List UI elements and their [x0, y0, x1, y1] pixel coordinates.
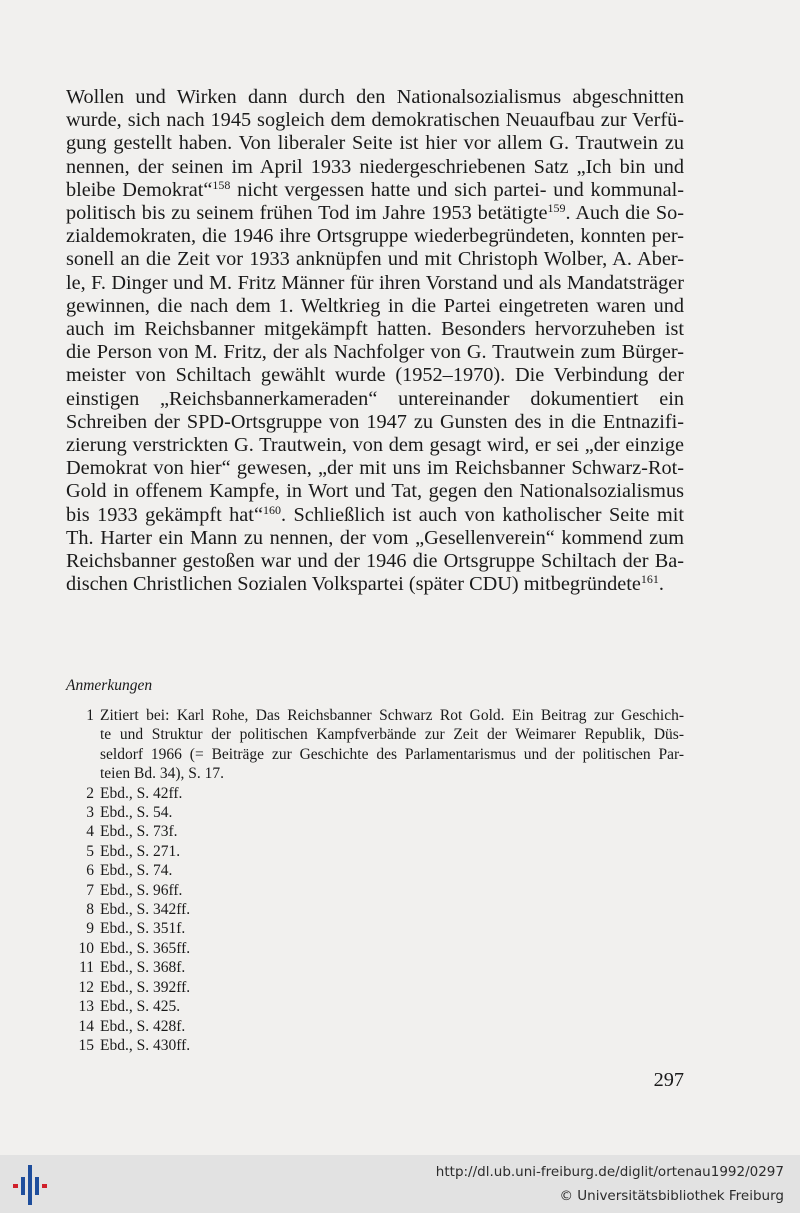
body-line-text: zierung verstrickten G. Trautwein, von dem gesagt wird, er sei „der einzige [66, 434, 684, 457]
body-line-text: Schreiben der SPD-Ortsgruppe von 1947 zu Gunsten des in die Entnazifi- [66, 410, 684, 433]
body-line-text: dischen Christlichen Sozialen Volkspartei (später CDU) mitbegründete [66, 573, 641, 596]
note-number: 15 [78, 1036, 94, 1054]
notes-list [66, 706, 684, 1055]
note-number: 1 [86, 707, 94, 724]
notes-heading: Anmerkungen [66, 677, 153, 694]
body-line [66, 388, 684, 411]
note-text: Ebd., S. 351f. [100, 920, 186, 938]
note-item [66, 939, 684, 958]
footer-copyright: © Universitätsbibliothek Freiburg [559, 1188, 784, 1204]
body-line [66, 318, 684, 341]
footnote-marker: 159 [547, 201, 566, 216]
note-text: Ebd., S. 54. [100, 804, 173, 822]
body-line-text: nennen, der seinen im April 1933 niedergeschriebenen Satz „Ich bin und [66, 155, 684, 178]
note-item [66, 958, 684, 977]
body-line [66, 248, 684, 271]
body-line-text: zialdemokraten, die 1946 ihre Ortsgruppe wiederbegründeten, konnten per- [66, 225, 684, 248]
note-number: 4 [86, 823, 94, 841]
body-line-text: Th. Harter ein Mann zu nennen, der vom „Gesellenverein“ kommend zum [66, 526, 684, 549]
note-text: seldorf 1966 (= Beiträge zur Geschichte des Parlamentarismus und der politischen Par- [100, 745, 684, 763]
note-number: 6 [86, 862, 94, 880]
note-text: te und Struktur der politischen Kampfverbände zur Zeit der Weimarer Republik, Düs- [100, 726, 684, 744]
note-number: 3 [86, 804, 94, 822]
note-text: teien Bd. 34), S. 17. [100, 765, 224, 783]
note-number: 2 [86, 784, 94, 802]
note-text: Ebd., S. 74. [100, 862, 173, 880]
note-text: Ebd., S. 428f. [100, 1017, 186, 1035]
note-item [66, 919, 684, 938]
body-line-text: bleibe Demokrat“ [66, 178, 213, 201]
body-line-text: Demokrat von hier“ gewesen, „der mit uns im Reichsbanner Schwarz-Rot- [66, 457, 684, 480]
footer-bar [0, 1155, 800, 1213]
footer-url[interactable]: http://dl.ub.uni-freiburg.de/diglit/ortenau1992/0297 [435, 1164, 784, 1180]
body-line-text: le, F. Dinger und M. Fritz Männer für ihren Vorstand und als Mandatsträger [66, 271, 684, 294]
body-line [66, 550, 684, 573]
body-line [66, 573, 684, 596]
body-line-text: auch im Reichsbanner mitgekämpft hatten. Besonders hervorzuheben ist [66, 318, 684, 341]
body-line [66, 295, 684, 318]
note-text: Ebd., S. 425. [100, 998, 181, 1016]
body-line [66, 202, 684, 225]
note-number: 11 [79, 959, 94, 977]
note-item [66, 822, 684, 841]
note-item [66, 997, 684, 1016]
body-line-text: gewinnen, die nach dem 1. Weltkrieg in die Partei eingetreten waren und [66, 294, 684, 317]
note-item [66, 978, 684, 997]
body-line [66, 480, 684, 503]
body-line [66, 527, 684, 550]
body-line [66, 434, 684, 457]
body-line [66, 156, 684, 179]
body-line-text: Reichsbanner gestoßen war und der 1946 die Ortsgruppe Schiltach der Ba- [66, 550, 684, 573]
body-line [66, 179, 684, 202]
note-number: 8 [86, 901, 94, 919]
footnote-marker: 161 [640, 572, 659, 587]
body-line-text: . Schließlich ist auch von katholischer Seite mit [280, 503, 684, 526]
body-line [66, 109, 684, 132]
note-item [66, 900, 684, 919]
note-item [66, 861, 684, 880]
note-item [66, 706, 684, 784]
body-line-text: gung gestellt haben. Von liberaler Seite ist hier vor allem G. Trautwein zu [66, 132, 684, 155]
body-line [66, 341, 684, 364]
note-text: Ebd., S. 368f. [100, 959, 186, 977]
note-number: 10 [78, 939, 94, 957]
note-text: Ebd., S. 271. [100, 842, 181, 860]
body-line-text: die Person von M. Fritz, der als Nachfolger von G. Trautwein zum Bürger- [66, 341, 684, 364]
note-text: Ebd., S. 365ff. [100, 939, 191, 957]
note-item [66, 784, 684, 803]
body-line-text: . Auch die So- [565, 202, 685, 225]
body-line [66, 272, 684, 295]
note-number: 9 [86, 920, 94, 938]
note-text: Ebd., S. 430ff. [100, 1036, 191, 1054]
note-item [66, 842, 684, 861]
footnote-marker: 160 [262, 502, 281, 517]
body-line [66, 132, 684, 155]
note-text: Ebd., S. 392ff. [100, 978, 191, 996]
note-text: Ebd., S. 96ff. [100, 881, 183, 899]
body-text [66, 86, 684, 596]
note-number: 13 [78, 998, 94, 1016]
body-line-text: Wollen und Wirken dann durch den Nationalsozialismus abgeschnitten [66, 86, 684, 108]
body-line [66, 457, 684, 480]
body-line-text: meister von Schiltach gewählt wurde (1952–1970). Die Verbindung der [66, 364, 684, 387]
body-line [66, 225, 684, 248]
note-text: Ebd., S. 42ff. [100, 784, 183, 802]
ub-freiburg-logo-icon [10, 1165, 50, 1205]
body-line-text: . [658, 573, 664, 596]
body-line-text: politisch bis zu seinem frühen Tod im Jahre 1953 betätigte [66, 202, 548, 225]
body-line-text: sonell an die Zeit vor 1933 anknüpfen und mit Christoph Wolber, A. Aber- [66, 248, 684, 271]
body-line [66, 411, 684, 434]
note-item [66, 1017, 684, 1036]
body-line-text: nicht vergessen hatte und sich partei- und kommunal- [230, 178, 684, 201]
footnote-marker: 158 [212, 177, 231, 192]
note-number: 14 [78, 1017, 94, 1035]
body-line-text: bis 1933 gekämpft hat“ [66, 503, 263, 526]
note-item [66, 1036, 684, 1055]
note-text: Ebd., S. 73f. [100, 823, 178, 841]
body-line [66, 364, 684, 387]
body-line-text: wurde, sich nach 1945 sogleich dem demokratischen Neuaufbau zur Verfü- [66, 109, 684, 132]
body-line [66, 86, 684, 109]
body-line [66, 504, 684, 527]
note-number: 12 [78, 978, 94, 996]
note-number: 7 [86, 881, 94, 899]
note-item [66, 803, 684, 822]
body-line-text: einstigen „Reichsbannerkameraden“ untereinander dokumentiert ein [66, 387, 684, 410]
note-number: 5 [86, 842, 94, 860]
note-text: Zitiert bei: Karl Rohe, Das Reichsbanner Schwarz Rot Gold. Ein Beitrag zur Geschich- [100, 707, 684, 724]
page-number: 297 [653, 1069, 684, 1091]
note-item [66, 881, 684, 900]
body-line-text: Gold in offenem Kampfe, in Wort und Tat, gegen den Nationalsozialismus [66, 480, 684, 503]
note-text: Ebd., S. 342ff. [100, 901, 191, 919]
